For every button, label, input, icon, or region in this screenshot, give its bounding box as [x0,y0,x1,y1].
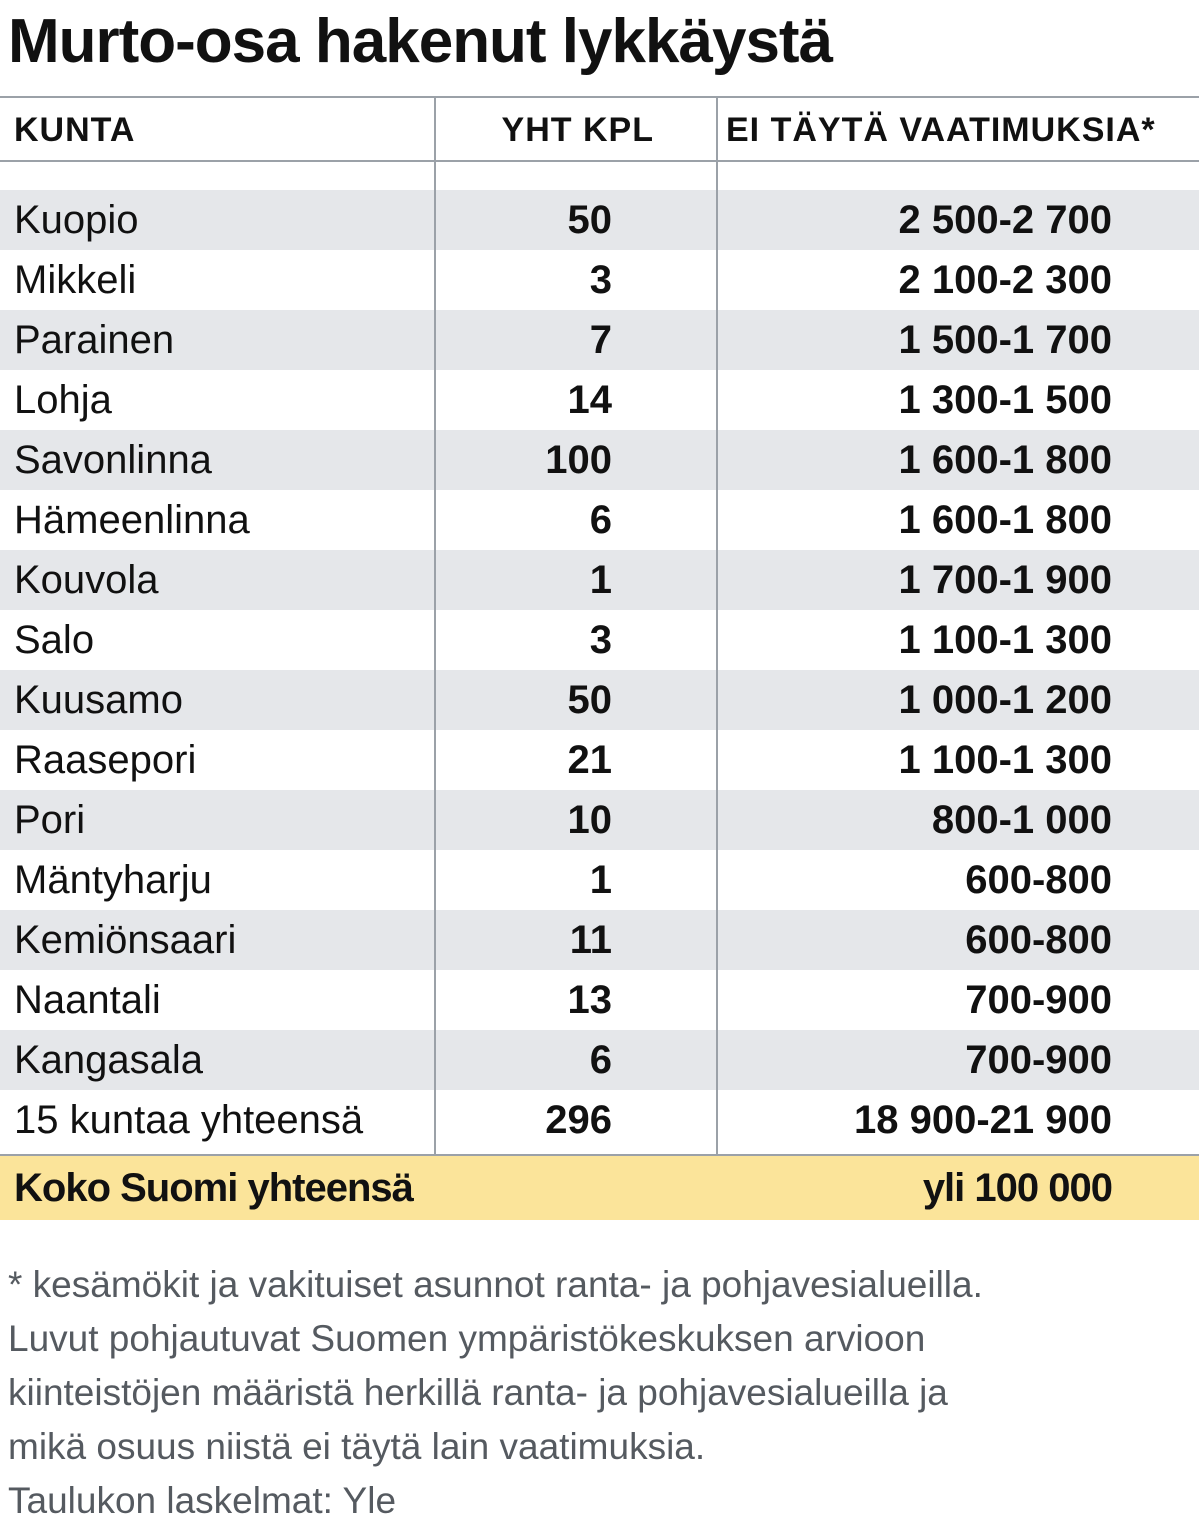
cell-kunta: Hämeenlinna [14,498,250,542]
footnote-line: mikä osuus niistä ei täytä lain vaatimuksia. [8,1426,706,1467]
cell-range: 1 300-1 500 [898,378,1112,422]
cell-count: 10 [567,798,612,842]
footnote-line: kiinteistöjen määristä herkillä ranta- ja pohjavesialueilla ja [8,1372,948,1413]
cell-kunta: Mikkeli [14,258,137,302]
cell-range: 1 700-1 900 [898,558,1112,602]
cell-count: 6 [589,498,612,542]
cell-kunta: Kemiönsaari [14,918,237,962]
table-row [0,490,1199,550]
cell-kunta: 15 kuntaa yhteensä [14,1098,364,1142]
table-row [0,610,1199,670]
total-range: yli 100 000 [922,1166,1112,1210]
cell-count: 21 [567,738,612,782]
cell-count: 3 [589,258,612,302]
cell-range: 18 900-21 900 [853,1098,1112,1142]
cell-kunta: Lohja [14,378,112,422]
table-row [0,1030,1199,1090]
header-count: YHT KPL [501,111,654,149]
cell-range: 600-800 [965,858,1112,902]
cell-count: 14 [567,378,612,422]
header-range: EI TÄYTÄ VAATIMUKSIA* [726,111,1156,149]
table-row [0,310,1199,370]
cell-range: 1 600-1 800 [898,498,1112,542]
cell-kunta: Parainen [14,318,175,362]
cell-range: 1 000-1 200 [898,678,1112,722]
table-row [0,550,1199,610]
cell-range: 2 500-2 700 [898,198,1112,242]
cell-count: 1 [589,858,612,902]
cell-range: 600-800 [965,918,1112,962]
footnote [8,1258,1188,1528]
table-row [0,910,1199,970]
cell-range: 2 100-2 300 [898,258,1112,302]
table-row [0,670,1199,730]
cell-range: 1 100-1 300 [898,738,1112,782]
page-title: Murto-osa hakenut lykkäystä [8,7,833,76]
total-row [0,1156,1199,1220]
table-row [0,970,1199,1030]
cell-kunta: Raasepori [14,738,197,782]
cell-kunta: Kuusamo [14,678,183,722]
cell-count: 50 [567,678,612,722]
subtotal-row [0,1090,1199,1150]
cell-count: 296 [545,1098,612,1142]
cell-count: 1 [589,558,612,602]
cell-kunta: Kangasala [14,1038,204,1082]
table-row [0,850,1199,910]
cell-count: 3 [589,618,612,662]
table-row [0,250,1199,310]
cell-count: 6 [589,1038,612,1082]
column-divider-1 [434,96,436,1156]
cell-range: 1 500-1 700 [898,318,1112,362]
cell-range: 1 600-1 800 [898,438,1112,482]
header-kunta: KUNTA [14,111,136,149]
cell-kunta: Salo [14,618,95,662]
cell-range: 700-900 [965,1038,1112,1082]
column-divider-2 [716,96,718,1156]
cell-kunta: Mäntyharju [14,858,212,902]
table-row [0,190,1199,250]
cell-range: 1 100-1 300 [898,618,1112,662]
cell-range: 700-900 [965,978,1112,1022]
header-bottom-rule [0,160,1199,162]
data-table [0,96,1199,1220]
table-row [0,730,1199,790]
total-label: Koko Suomi yhteensä [14,1166,413,1210]
cell-kunta: Pori [14,798,86,842]
footnote-source: Taulukon laskelmat: Yle [8,1480,397,1521]
table-row [0,790,1199,850]
footnote-line: * kesämökit ja vakituiset asunnot ranta- ja pohjavesialueilla. [8,1264,983,1305]
cell-range: 800-1 000 [931,798,1112,842]
table-row [0,430,1199,490]
cell-count: 13 [567,978,612,1022]
table-row [0,370,1199,430]
cell-count: 100 [545,438,612,482]
cell-kunta: Savonlinna [14,438,212,482]
cell-count: 7 [589,318,612,362]
cell-kunta: Kuopio [14,198,139,242]
cell-count: 50 [567,198,612,242]
footnote-line: Luvut pohjautuvat Suomen ympäristökeskuksen arvioon [8,1318,926,1359]
cell-count: 11 [569,918,612,962]
cell-kunta: Kouvola [14,558,159,602]
cell-kunta: Naantali [14,978,161,1022]
